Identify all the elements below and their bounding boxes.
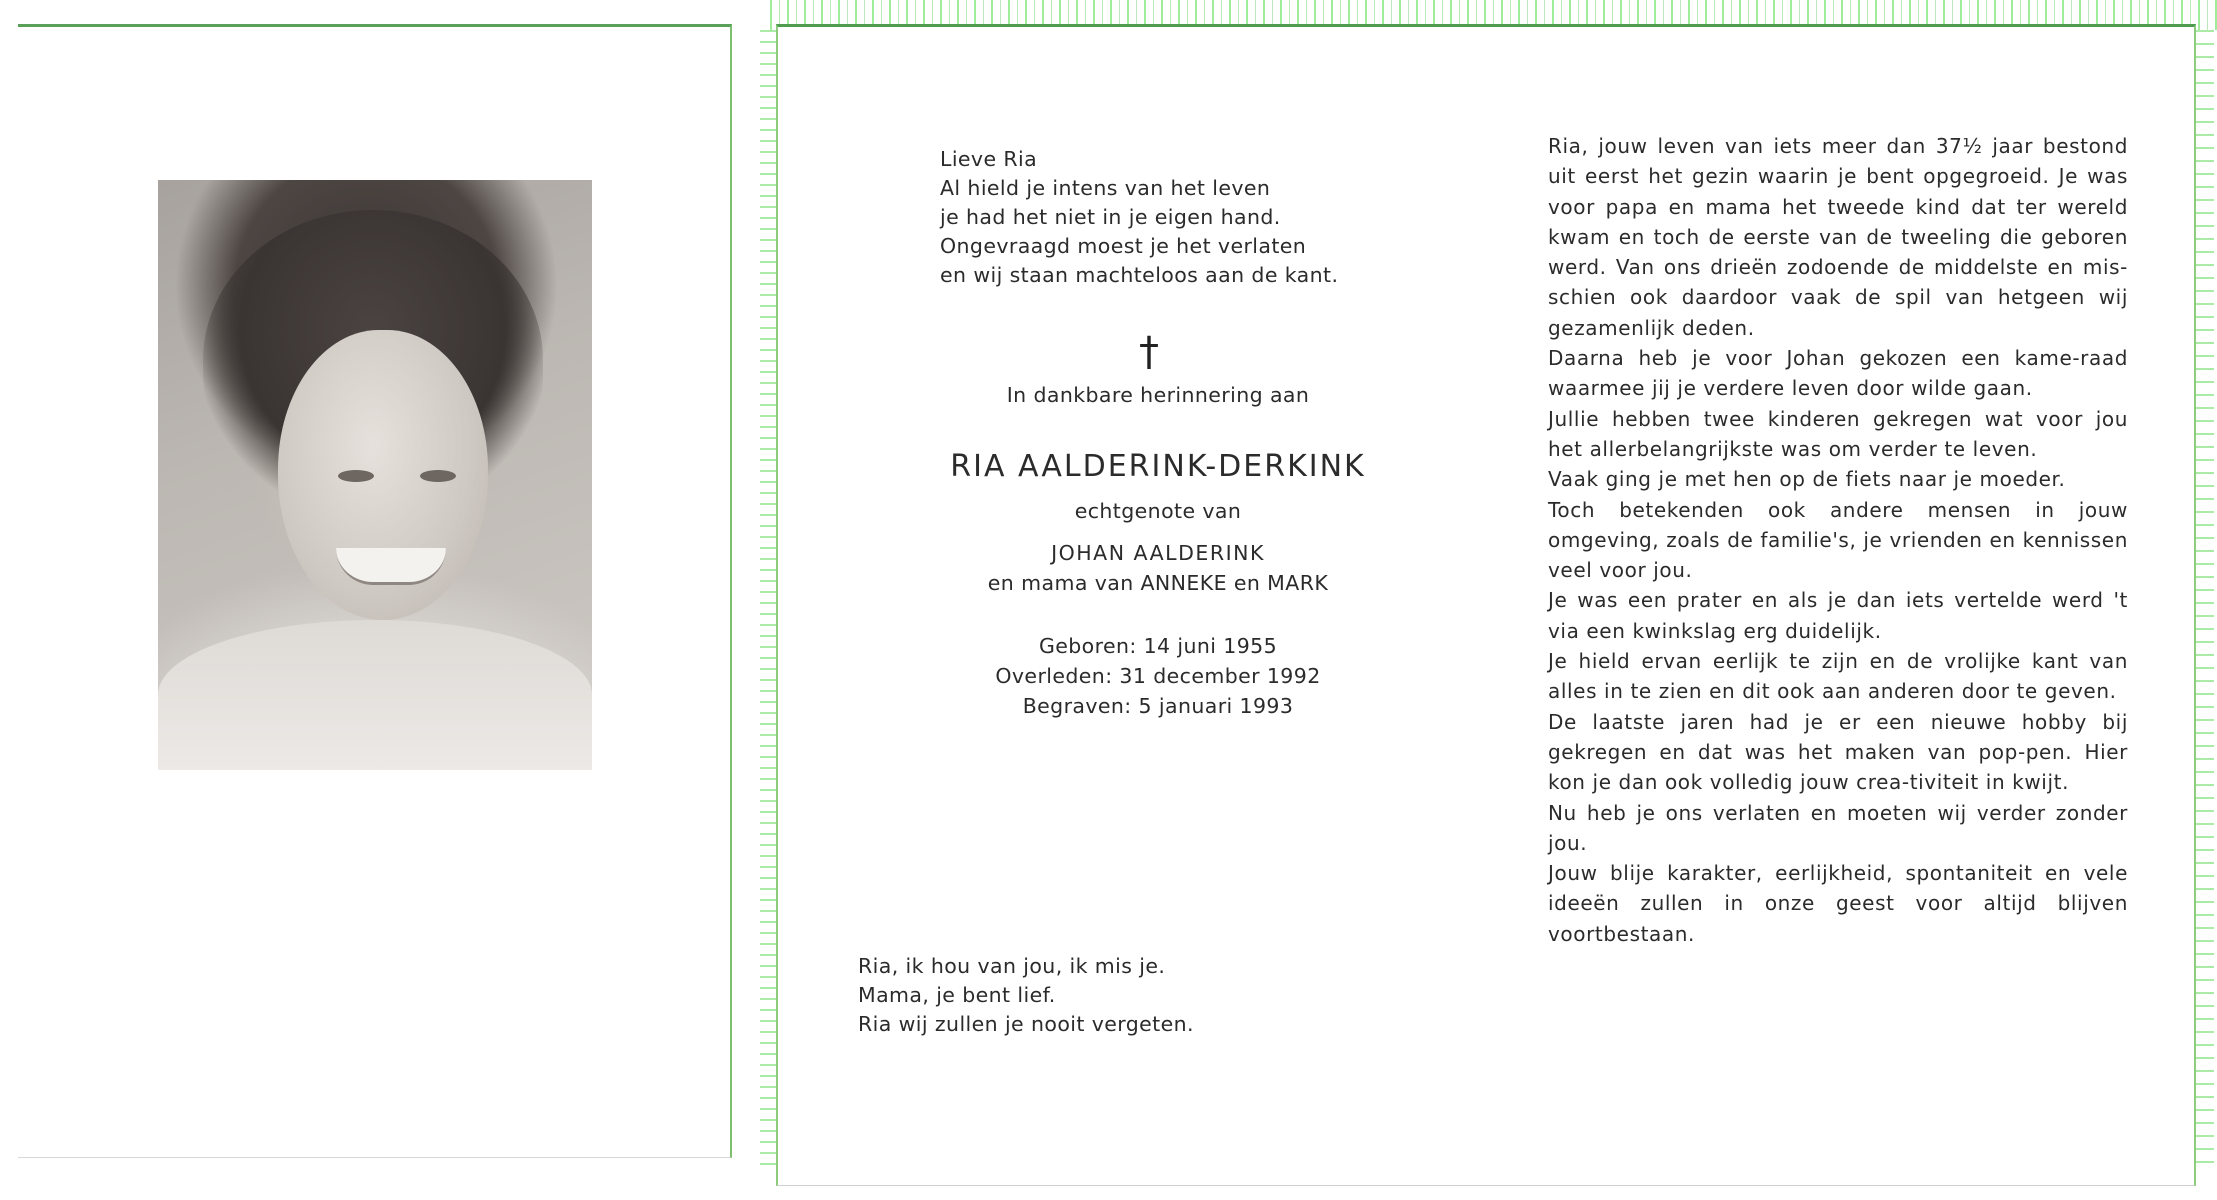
poem-line: je had het niet in je eigen hand. — [940, 205, 1281, 229]
bio-paragraph: Toch betekenden ook andere mensen in jouw omgeving, zoals de familie's, je vrienden en kennissen veel voor jou. — [1548, 497, 2128, 583]
closing-line: Mama, je bent lief. — [858, 983, 1056, 1007]
memorial-intro: In dankbare herinnering aan — [1006, 383, 1310, 407]
bio-paragraph: Ria, jouw leven van iets meer dan 37½ jaar bestond uit eerst het gezin waarin je bent opgegroeid. Je was voor papa en mama het tweede kind dat ter wereld kwam en toch de eerste van de tweeling die geboren werd. Van ons drieën zodoende de middelste en mis-schien ook daardoor vaak de spil van hetgeen wij gezamenlijk deden. — [1548, 134, 2128, 340]
bio-paragraph: Jullie hebben twee kinderen gekregen wat voor jou het allerbelangrijkste was om verder te leven. — [1548, 406, 2128, 461]
poem — [940, 145, 1500, 290]
memorial-card-inside — [776, 24, 2196, 1186]
bio-paragraph: Nu heb je ons verlaten en moeten wij verder zonder jou. — [1548, 800, 2128, 855]
spouse-name: JOHAN AALDERINK — [1051, 541, 1265, 565]
closing-line: Ria wij zullen je nooit vergeten. — [858, 1012, 1194, 1036]
death-date: Overleden: 31 december 1992 — [995, 664, 1321, 688]
spouse-label: echtgenote van — [1074, 499, 1242, 523]
memorial-card-front — [18, 24, 732, 1158]
bio-paragraph: Vaak ging je met hen op de fiets naar je moeder. — [1548, 467, 2066, 492]
burial-date: Begraven: 5 januari 1993 — [1022, 694, 1294, 718]
poem-line: Ongevraagd moest je het verlaten — [940, 234, 1307, 258]
birth-date: Geboren: 14 juni 1955 — [1038, 634, 1278, 658]
cross-icon: † — [1139, 329, 1159, 375]
photo-right-eye — [420, 470, 456, 482]
photo-shoulders — [158, 620, 592, 770]
deceased-name: RIA AALDERINK-DERKINK — [950, 449, 1366, 484]
closing-message — [858, 952, 1418, 1039]
bio-paragraph: Je was een prater en als je dan iets vertelde werd 't via een kwinkslag erg duidelijk. — [1548, 588, 2128, 643]
closing-line: Ria, ik hou van jou, ik mis je. — [858, 954, 1166, 978]
life-dates — [908, 631, 1408, 721]
bio-paragraph: Daarna heb je voor Johan gekozen een kame-raad waarmee jij je verdere leven door wilde gaan. — [1548, 346, 2128, 401]
poem-line: en wij staan machteloos aan de kant. — [940, 263, 1339, 287]
poem-line: Al hield je intens van het leven — [940, 176, 1271, 200]
poem-line: Lieve Ria — [940, 147, 1038, 171]
bio-paragraph: Jouw blije karakter, eerlijkheid, spontaniteit en vele ideeën zullen in onze geest voor altijd blijven voortbestaan. — [1548, 861, 2128, 946]
bio-paragraph: Je hield ervan eerlijk te zijn en de vrolijke kant van alles in te zien en dit ook aan anderen door te geven. — [1548, 649, 2128, 704]
bio-paragraph: De laatste jaren had je er een nieuwe hobby bij gekregen en dat was het maken van pop-pen. Hier kon je dan ook volledig jouw crea-tiviteit in kwijt. — [1548, 709, 2128, 795]
photo-left-eye — [338, 470, 374, 482]
portrait-photo — [158, 180, 592, 770]
children-line: en mama van ANNEKE en MARK — [987, 571, 1329, 595]
biography — [1548, 131, 2128, 949]
